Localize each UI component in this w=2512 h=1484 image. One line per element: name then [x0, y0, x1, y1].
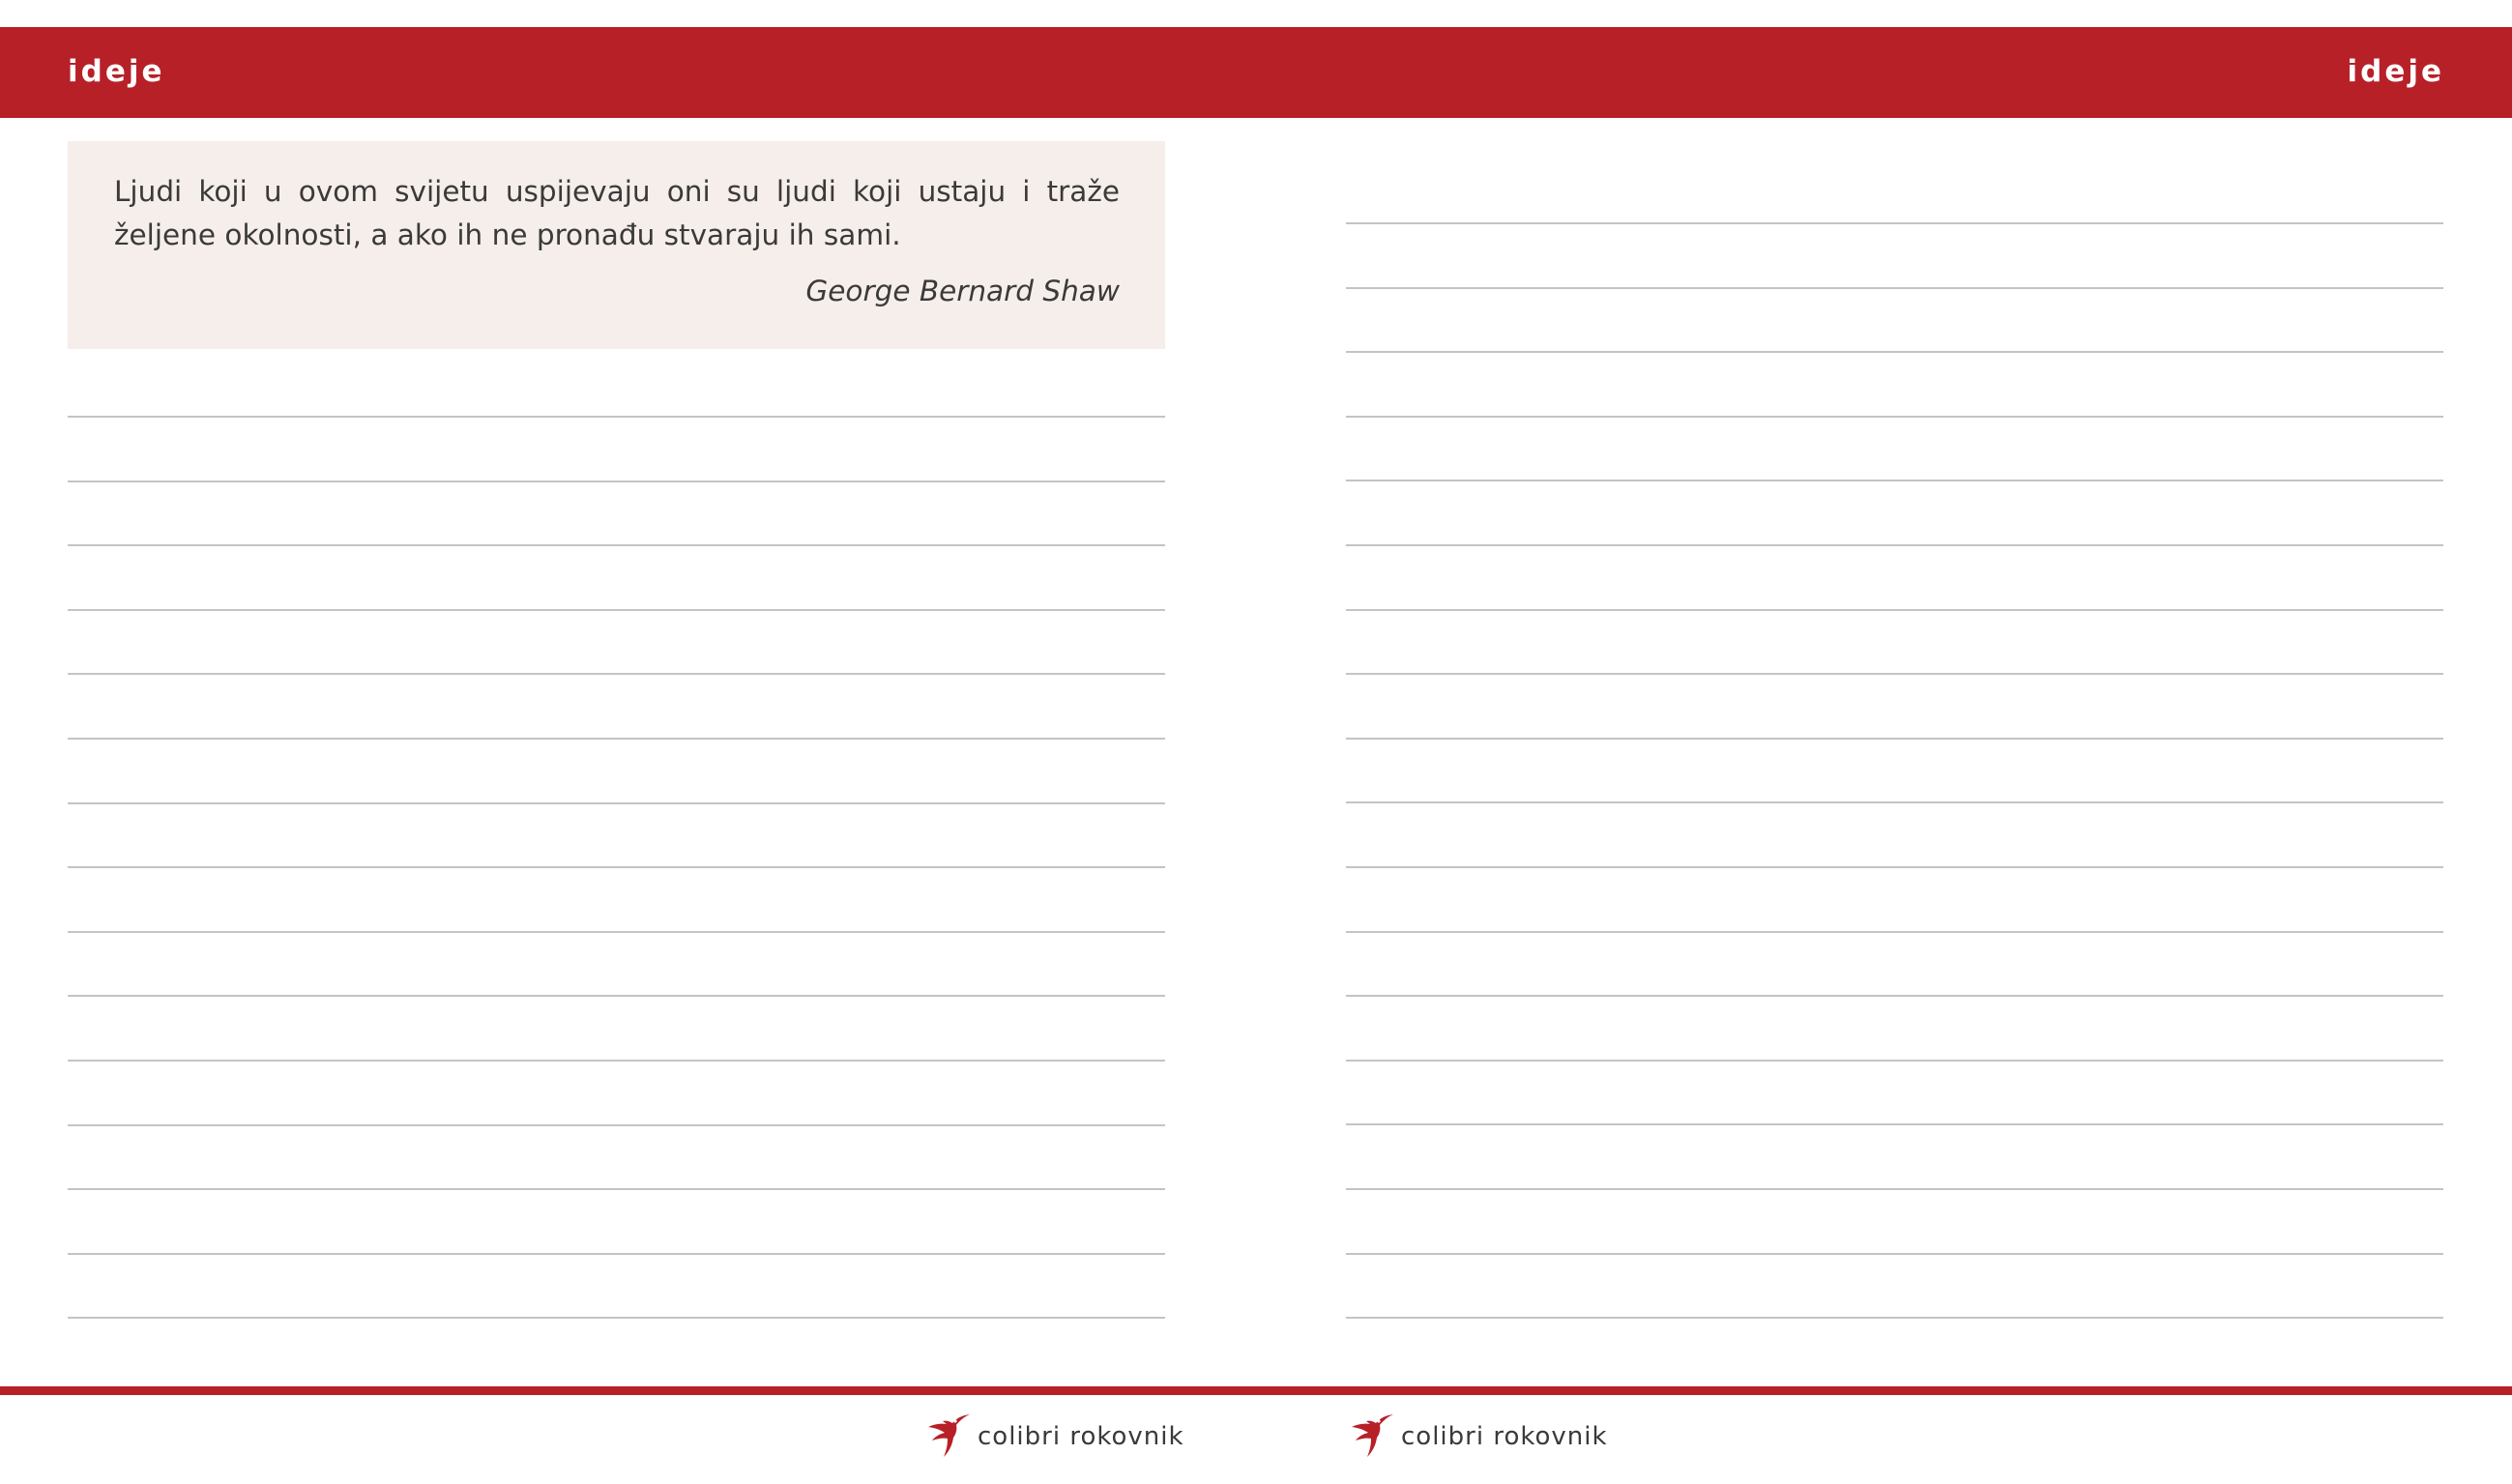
writing-line: [1346, 1123, 2443, 1125]
writing-line: [1346, 673, 2443, 675]
writing-line: [1346, 480, 2443, 481]
writing-line: [1346, 931, 2443, 933]
writing-line: [1346, 1060, 2443, 1062]
hummingbird-icon: [1347, 1409, 1397, 1459]
writing-line: [68, 673, 1165, 675]
footer-bar: [0, 1386, 2512, 1395]
writing-line: [68, 866, 1165, 868]
writing-line: [68, 416, 1165, 418]
hummingbird-icon: [923, 1409, 974, 1459]
writing-line: [1346, 351, 2443, 353]
footer-brand-right: [1347, 1408, 1608, 1460]
writing-line: [1346, 801, 2443, 803]
writing-line: [1346, 1253, 2443, 1255]
writing-line: [68, 931, 1165, 933]
writing-line: [1346, 1317, 2443, 1319]
writing-line: [68, 480, 1165, 482]
writing-line: [1346, 287, 2443, 289]
writing-line: [68, 1124, 1165, 1126]
writing-line: [1346, 1188, 2443, 1190]
quote-text: Ljudi koji u ovom svijetu uspijevaju oni su ljudi koji ustaju i traže željene okolnosti, a ako ih ne pronađu stvaraju ih sami.: [114, 175, 1120, 251]
writing-line: [1346, 544, 2443, 546]
footer-brand-left: [923, 1408, 1184, 1460]
writing-line: [1346, 222, 2443, 224]
writing-line: [68, 1253, 1165, 1255]
writing-line: [1346, 866, 2443, 868]
writing-line: [68, 1060, 1165, 1062]
writing-line: [68, 995, 1165, 997]
writing-line: [1346, 995, 2443, 997]
header-bar: [0, 27, 2512, 118]
writing-line: [1346, 738, 2443, 740]
header-title-left: ideje: [68, 54, 165, 89]
quote-box: [68, 141, 1165, 349]
writing-line: [1346, 416, 2443, 418]
writing-line: [68, 544, 1165, 546]
writing-line: [68, 1317, 1165, 1319]
writing-line: [68, 738, 1165, 740]
footer-brand-text-right: colibri rokovnik: [1401, 1422, 1608, 1451]
writing-line: [68, 609, 1165, 611]
writing-line: [68, 802, 1165, 804]
quote-author: George Bernard Shaw: [805, 275, 1120, 307]
header-title-right: ideje: [2347, 54, 2444, 89]
writing-line: [68, 1188, 1165, 1190]
footer-brand-text-left: colibri rokovnik: [978, 1422, 1184, 1451]
writing-line: [1346, 609, 2443, 611]
